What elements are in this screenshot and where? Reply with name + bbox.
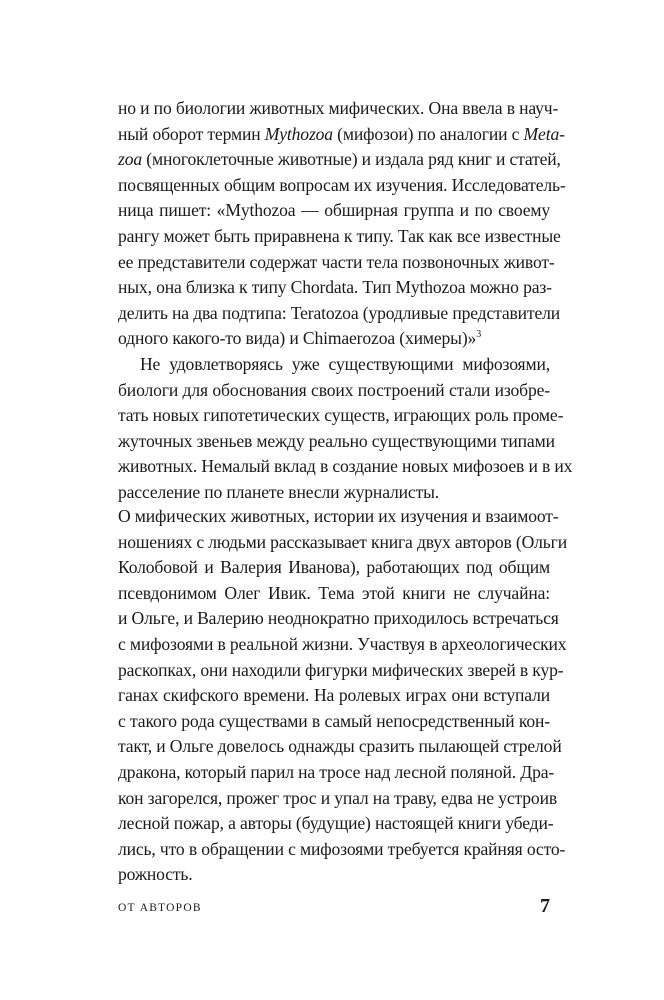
text-line: дракона, который парил на тросе над лесной поляной. Дра- xyxy=(118,761,555,782)
text-line: расселение по планете внесли журналисты. xyxy=(118,481,440,502)
text-line: псевдонимом Олег Ивик. Тема этой книги не случайна: xyxy=(118,582,550,603)
text-line: рангу может быть приравнена к типу. Так как все известные xyxy=(118,225,561,246)
page-number: 7 xyxy=(540,895,550,917)
text-line: ганах скифского времени. На ролевых играх они вступали xyxy=(118,685,550,706)
text-line: жуточных звеньев между реально существующими типами xyxy=(118,430,555,451)
text-line xyxy=(118,122,565,148)
text-line: ных, она близка к типу Chordata. Тип Mythozoa можно раз- xyxy=(118,277,552,298)
text-line: О мифических животных, истории их изучения и взаимоот- xyxy=(118,506,559,526)
text-line: ношениях с людьми рассказывает книга двух авторов (Ольги xyxy=(118,531,567,552)
text-line: но и по биологии животных мифических. Она ввела в науч- xyxy=(118,98,559,118)
text-line: раскопках, они находили фигурки мифических зверей в кур- xyxy=(118,659,564,680)
running-head: ОТ АВТОРОВ xyxy=(118,902,202,914)
text-line: такт, и Ольге довелось однажды сразить пылающей стрелой xyxy=(118,736,562,757)
text-line: ница пишет: «Mythozoa — обширная группа и по своему xyxy=(118,200,550,221)
text-line: ее представители содержат части тела позвоночных живот- xyxy=(118,251,555,272)
text-line: лесной пожар, а авторы (будущие) настоящей книги убеди- xyxy=(118,813,554,834)
paragraph-about-authors xyxy=(118,504,567,888)
text-line: тать новых гипотетических существ, играющих роль проме- xyxy=(118,405,564,426)
text-line xyxy=(118,326,550,352)
text-span: ный оборот термин xyxy=(118,123,265,144)
text-line: лись, что в обращении с мифозоями требуется крайняя осто- xyxy=(118,838,566,859)
italic-term: Meta- xyxy=(523,123,565,144)
text-line: и Ольге, и Валерию неоднократно приходилось встречаться xyxy=(118,608,559,629)
italic-term: zoa xyxy=(118,149,142,170)
italic-term: Mythozoa xyxy=(264,123,333,144)
text-span: одного какого-то вида) и Chimaerozoa (химеры)» xyxy=(118,328,477,349)
text-line xyxy=(118,147,561,173)
text-line: Не удовлетворяясь уже существующими мифозоями, xyxy=(140,354,550,374)
text-span: (многоклеточные животные) и издала ряд книг и статей, xyxy=(142,149,561,170)
text-line: делить на два подтипа: Teratozoa (уродливые представители xyxy=(118,302,561,323)
footnote-marker: 3 xyxy=(476,329,482,341)
text-line: Колобовой и Валерия Иванова), работающих под общим xyxy=(118,557,550,578)
paragraph-mythozoa-invention xyxy=(118,352,573,506)
text-line: посвященных общим вопросам их изучения. Исследователь- xyxy=(118,174,566,195)
text-line: животных. Немалый вклад в создание новых мифозоев и в их xyxy=(118,456,573,477)
paragraph-continued xyxy=(118,96,566,352)
text-line: биологи для обоснования своих построений стали изобре- xyxy=(118,379,550,400)
text-span: (мифозои) по аналогии с xyxy=(332,123,524,144)
text-line: рожность. xyxy=(118,864,193,885)
text-line: с такого рода существами в самый непосредственный кон- xyxy=(118,710,550,731)
text-line: с мифозоями в реальной жизни. Участвуя в археологических xyxy=(118,633,567,654)
text-line: кон загорелся, прожег трос и упал на траву, едва не устроив xyxy=(118,787,557,808)
